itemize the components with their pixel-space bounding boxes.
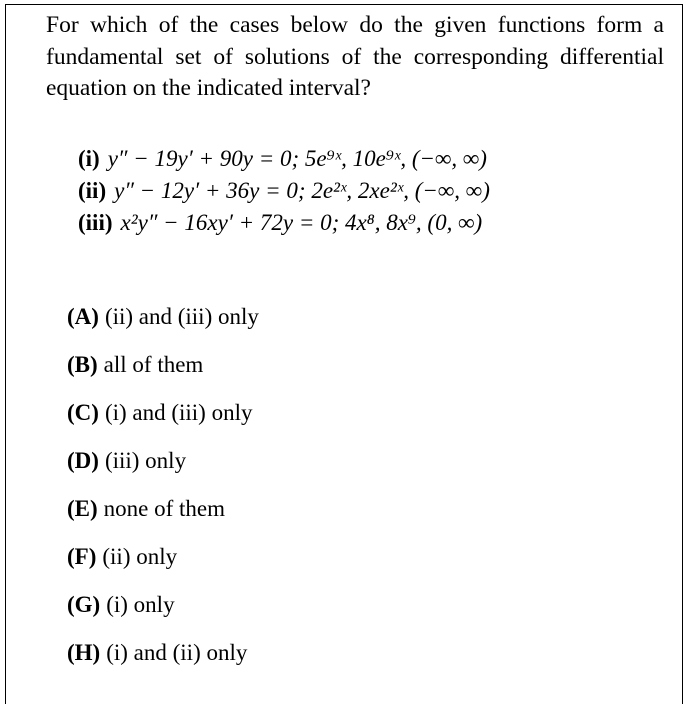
option-text: (i) only: [106, 592, 175, 617]
option-letter: (E): [67, 496, 98, 521]
option-f[interactable]: [67, 540, 567, 588]
case-tag: (ii): [78, 178, 107, 203]
option-letter: (F): [67, 544, 97, 569]
case-iii: [78, 207, 638, 239]
option-letter: (B): [67, 352, 98, 377]
option-text: (i) and (ii) only: [106, 640, 248, 665]
case-i: [78, 143, 638, 175]
option-letter: (D): [67, 448, 99, 473]
option-text: all of them: [103, 352, 204, 377]
case-list: [78, 143, 638, 239]
option-letter: (H): [67, 640, 101, 665]
option-letter: (A): [67, 304, 99, 329]
option-e[interactable]: [67, 492, 567, 540]
case-expression: x²y″ − 16xy′ + 72y = 0; 4x⁸, 8x⁹, (0, ∞): [120, 210, 483, 235]
case-ii: [78, 175, 638, 207]
option-a[interactable]: [67, 300, 567, 348]
case-tag: (i): [78, 146, 100, 171]
question-text: For which of the cases below do the given functions form a fundamental set of solutions of the corresponding differential equation on the indicated interval?: [46, 12, 664, 101]
option-letter: (G): [67, 592, 101, 617]
case-expression: y″ − 19y′ + 90y = 0; 5e⁹ˣ, 10e⁹ˣ, (−∞, ∞): [107, 146, 487, 171]
option-text: none of them: [103, 496, 226, 521]
option-text: (ii) and (iii) only: [104, 304, 259, 329]
option-text: (i) and (iii) only: [104, 400, 253, 425]
option-text: (ii) only: [102, 544, 178, 569]
option-d[interactable]: [67, 444, 567, 492]
option-text: (iii) only: [104, 448, 187, 473]
option-h[interactable]: [67, 636, 567, 684]
answer-options: [67, 300, 567, 684]
case-expression: y″ − 12y′ + 36y = 0; 2e²ˣ, 2xe²ˣ, (−∞, ∞): [114, 178, 490, 203]
case-tag: (iii): [78, 210, 113, 235]
option-c[interactable]: [67, 396, 567, 444]
option-b[interactable]: [67, 348, 567, 396]
option-g[interactable]: [67, 588, 567, 636]
option-letter: (C): [67, 400, 99, 425]
